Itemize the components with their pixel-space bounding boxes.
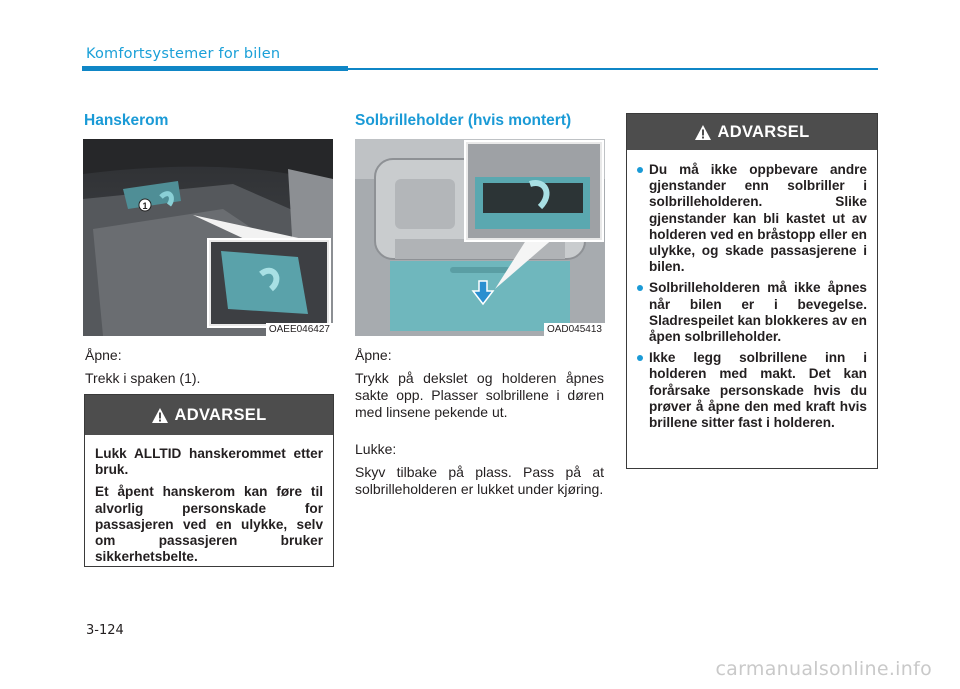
figure-code: OAD045413 [544, 323, 605, 336]
paragraph: Trekk i spaken (1). [85, 370, 201, 386]
header-rule-thick [82, 66, 348, 71]
sunglasses-illustration [355, 139, 605, 336]
warning-text: Lukk ALLTID hanskerommet etter bruk. [95, 446, 323, 478]
sunglasses-warning [626, 113, 878, 469]
figure-code: OAEE046427 [266, 323, 333, 336]
warning-bullets [637, 162, 867, 431]
warning-title: ADVARSEL [717, 122, 810, 141]
paragraph: Åpne: [355, 347, 392, 363]
callout-number: 1 [142, 201, 148, 211]
section-title: Komfortsystemer for bilen [86, 46, 281, 62]
page-number: 3-124 [86, 623, 124, 638]
warning-triangle-icon [695, 125, 711, 140]
warning-header [85, 395, 333, 435]
glovebox-heading: Hanskerom [84, 112, 169, 129]
list-item: Ikke legg solbrillene inn i holderen med makt. Det kan forårsake personskade hvis du prøver å åpne den med kraft hvis brillene sitter fast i holderen. [637, 350, 867, 431]
glovebox-warning [84, 394, 334, 567]
sunglasses-figure [355, 139, 605, 336]
paragraph: Lukke: [355, 441, 397, 457]
header-rule-thin [348, 68, 878, 70]
warning-title: ADVARSEL [174, 405, 267, 424]
glovebox-illustration [83, 139, 333, 336]
warning-header [627, 114, 877, 150]
sunglasses-body [355, 347, 604, 504]
glovebox-body [85, 347, 333, 393]
glovebox-figure [83, 139, 333, 336]
list-item: Du må ikke oppbevare andre gjenstander enn solbriller i solbrilleholderen. Slike gjenstander kan bli kastet ut av holderen ved en bråstopp eller en ulykke, og skade passasjerene i bilen. [637, 162, 867, 275]
list-item: Solbrilleholderen må ikke åpnes når bilen er i bevegelse. Sladrespeilet kan blokkeres av en åpen solbrilleholder. [637, 280, 867, 345]
warning-text: Et åpent hanskerom kan føre til alvorlig personskade for passasjeren ved en ulykke, selv om passasjeren bruker sikkerhetsbelte. [95, 484, 323, 565]
paragraph: Åpne: [85, 347, 122, 363]
paragraph: Skyv tilbake på plass. Pass på at solbrilleholderen er lukket under kjøring. [355, 464, 604, 497]
warning-triangle-icon [152, 408, 168, 423]
paragraph: Trykk på dekslet og holderen åpnes sakte opp. Plasser solbrillene i døren med linsene pekende ut. [355, 370, 604, 420]
watermark: carmanualsonline.info [715, 658, 932, 680]
sunglasses-heading: Solbrilleholder (hvis montert) [355, 112, 572, 129]
